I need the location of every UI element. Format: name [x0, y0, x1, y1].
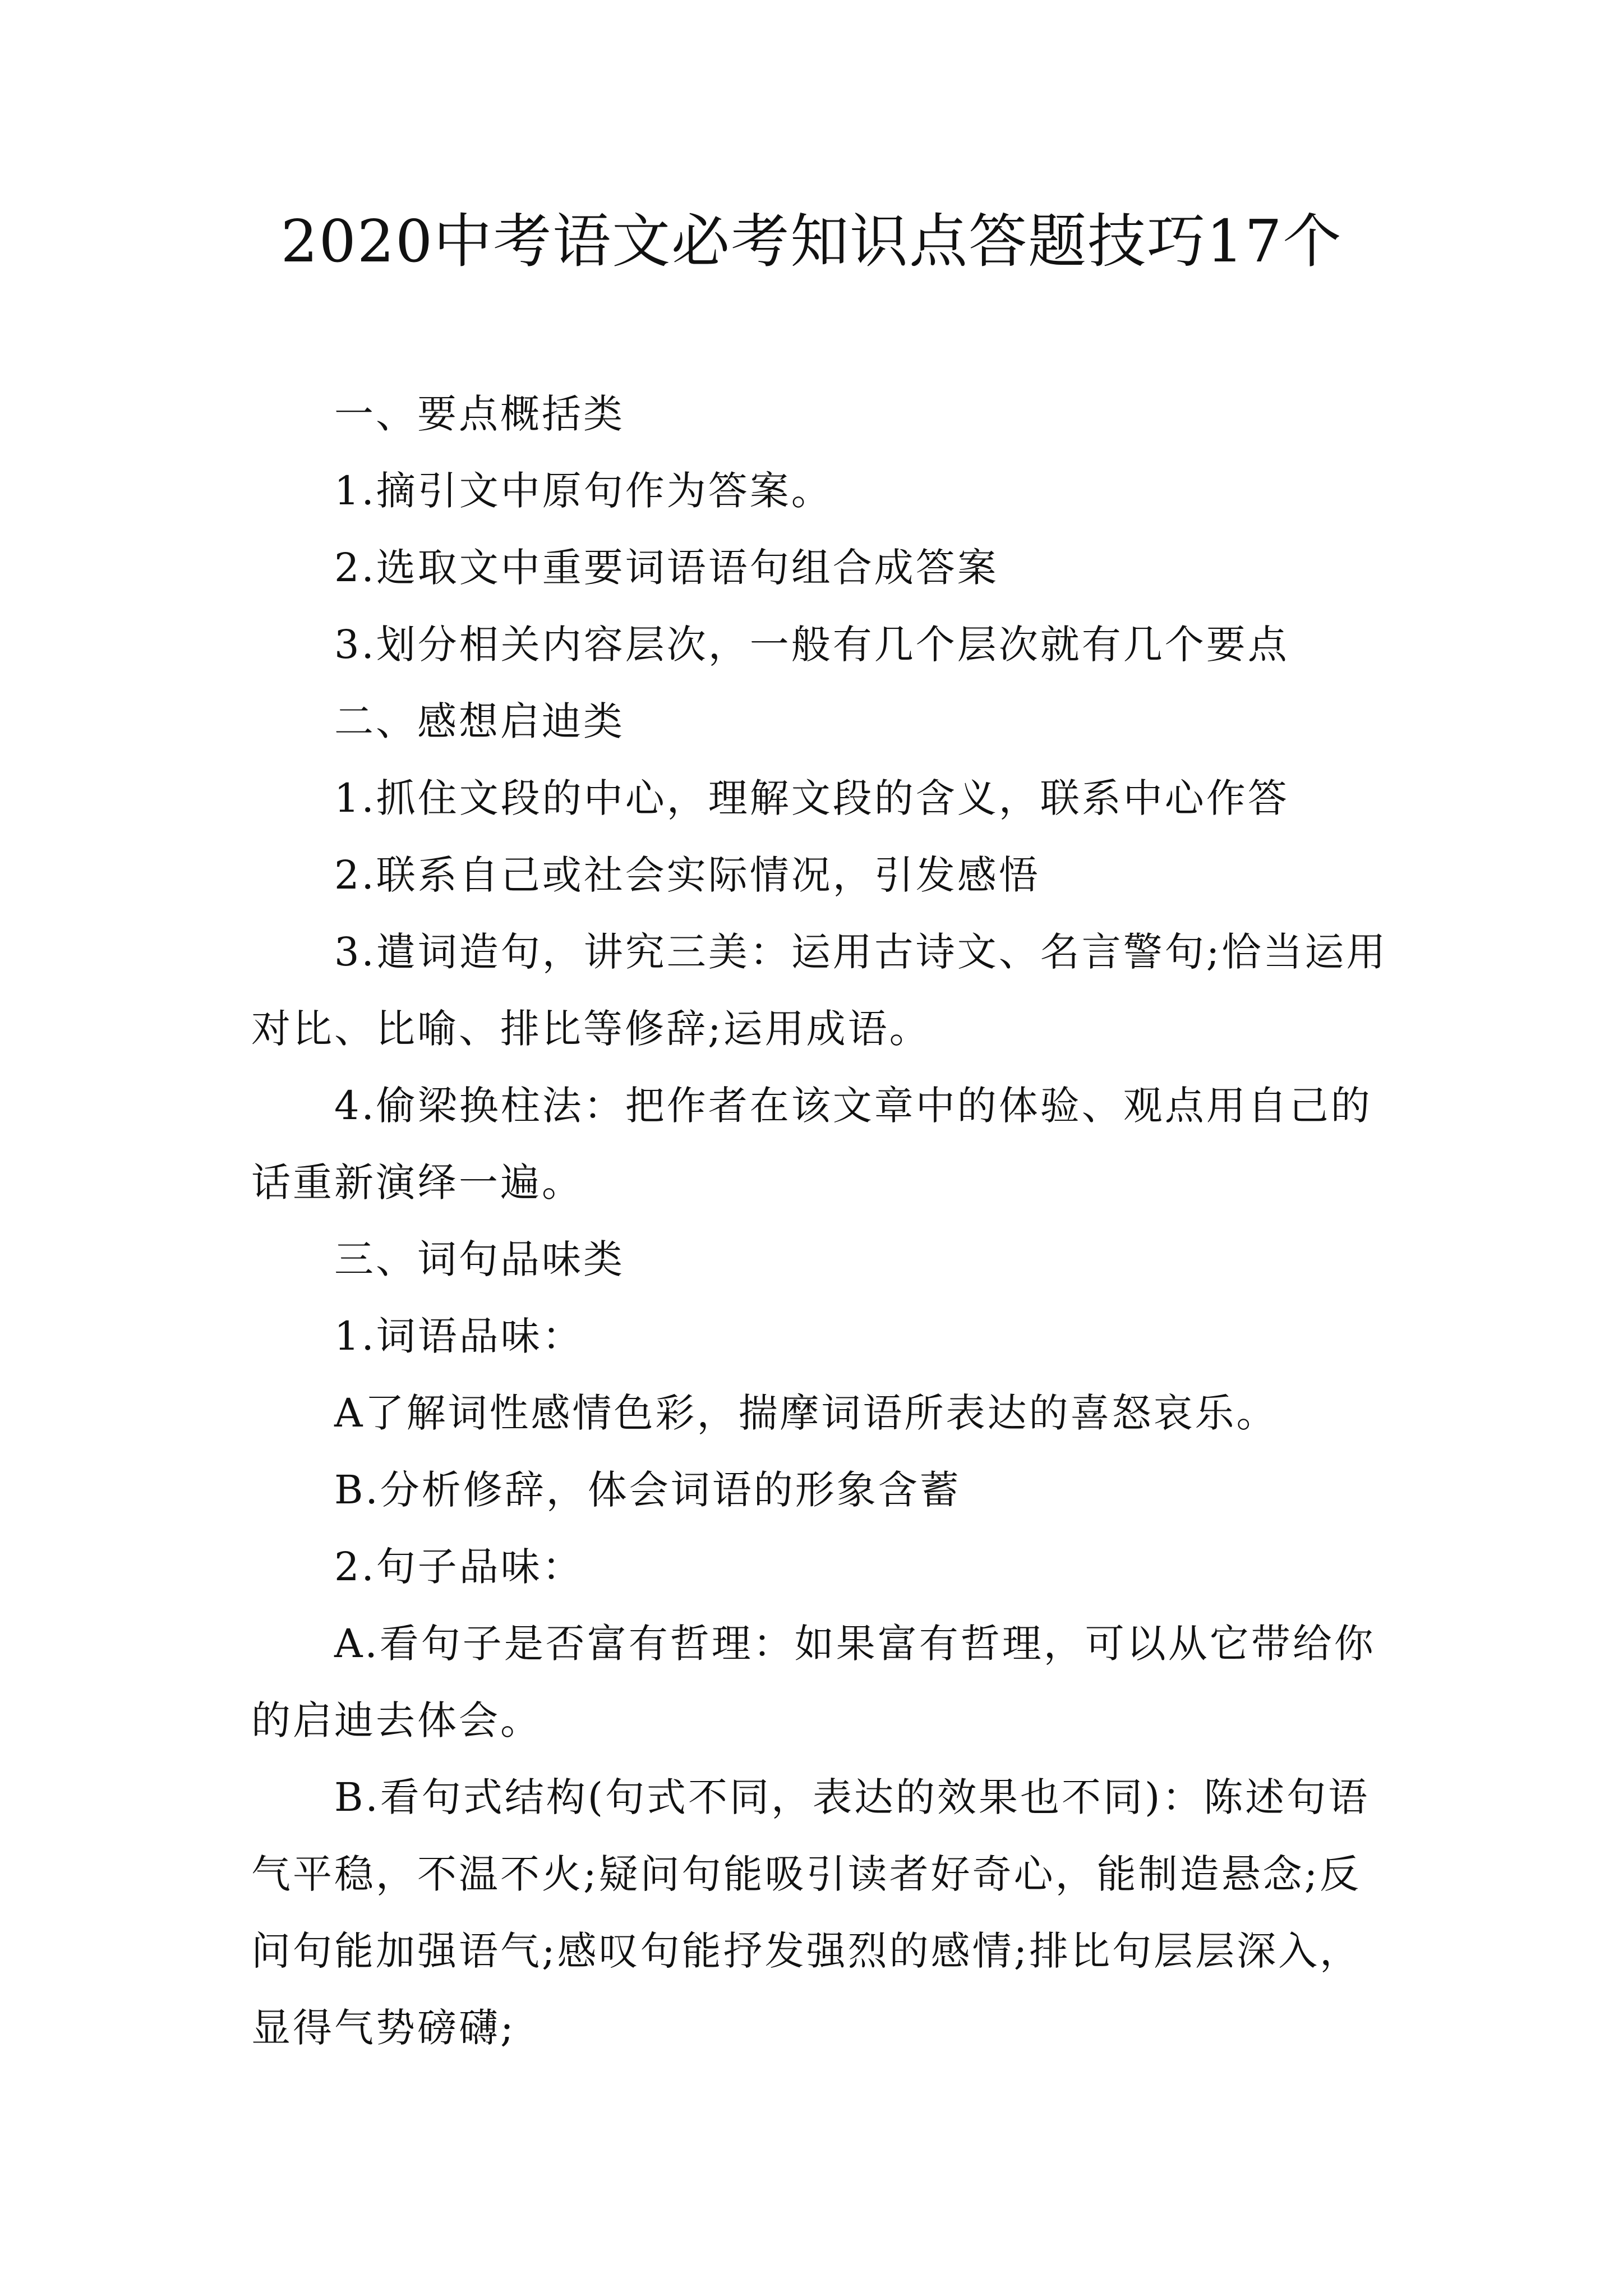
document-body	[251, 376, 1389, 2067]
paragraph: A了解词性感情色彩，揣摩词语所表达的喜怒哀乐。	[334, 1390, 1278, 1436]
paragraph: 4.偷梁换柱法：把作者在该文章中的体验、观点用自己的话重新演绎一遍。	[251, 1083, 1372, 1205]
paragraph: 1.词语品味：	[334, 1313, 584, 1359]
paragraph: 2.选取文中重要词语语句组合成答案	[334, 545, 999, 591]
paragraph: 2.句子品味：	[334, 1544, 584, 1590]
paragraph: A.看句子是否富有哲理：如果富有哲理，可以从它带给你的启迪去体会。	[251, 1621, 1376, 1743]
paragraph: B.分析修辞，体会词语的形象含蓄	[334, 1467, 961, 1513]
section-heading: 二、感想启迪类	[334, 698, 625, 744]
paragraph: 1.抓住文段的中心，理解文段的含义，联系中心作答	[334, 775, 1289, 821]
section-heading: 三、词句品味类	[334, 1236, 625, 1282]
paragraph: B.看句式结构(句式不同，表达的效果也不同)：陈述句语气平稳，不温不火;疑问句能吸引读者好奇心，能制造悬念;反问句能加强语气;感叹句能抒发强烈的感情;排比句层层深入，显得气势磅礴;	[251, 1774, 1370, 2051]
paragraph: 3.划分相关内容层次，一般有几个层次就有几个要点	[334, 622, 1289, 668]
document-title: 2020中考语文必考知识点答题技巧17个	[280, 207, 1343, 275]
section-heading: 一、要点概括类	[334, 391, 625, 437]
paragraph: 1.摘引文中原句作为答案。	[334, 468, 833, 514]
paragraph: 2.联系自己或社会实际情况，引发感悟	[334, 852, 1040, 898]
paragraph: 3.遣词造句，讲究三美：运用古诗文、名言警句;恰当运用对比、比喻、排比等修辞;运用成语。	[251, 929, 1388, 1052]
